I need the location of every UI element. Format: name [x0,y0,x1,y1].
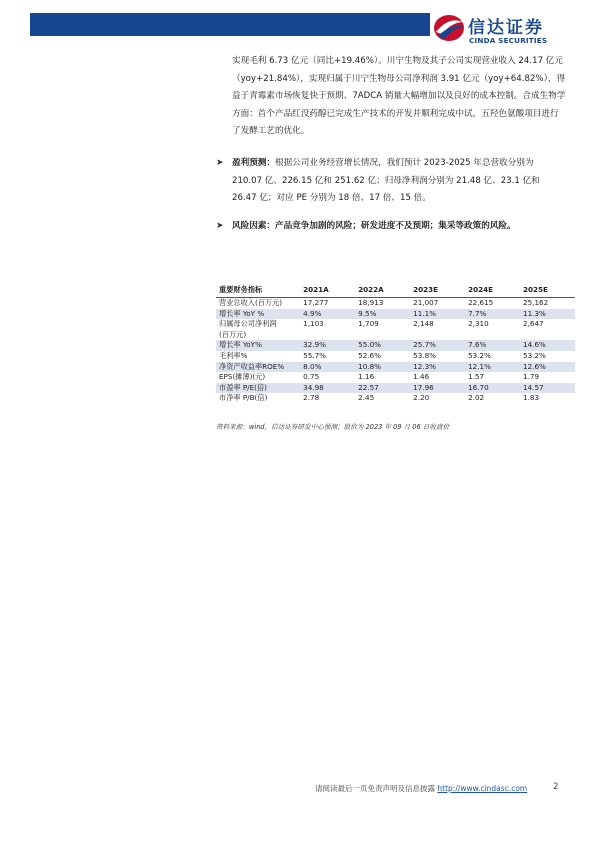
table-cell: 12.6% [520,362,575,373]
table-cell: 18,913 [358,298,384,307]
table-row-label: 归属母公司净利润 [219,319,277,329]
table-cell: 8.0% [300,362,355,373]
header-bar [30,13,430,36]
bullet-text: 产品竞争加剧的风险；研发进度不及预期；集采等政策的风险。 [274,221,516,231]
table-cell: 1.46 [413,372,430,382]
bullet-earnings-forecast [216,155,566,208]
table-cell: 22.57 [355,383,410,394]
bullet-text: 根据公司业务经营增长情况，我们预计 2023-2025 年总营收分别为 210.07 亿、226.15 亿和 251.62 亿；归母净利润分别为 21.48 亿、23.1 亿和 26.47 亿；对应 PE 分别为 18 倍、17 倍、15 倍。 [232,158,540,203]
table-cell: 12.1% [465,362,520,373]
table-row [216,351,575,362]
table-header-year: 2021A [300,284,355,298]
table-cell: 2.78 [303,393,320,403]
arrow-bullet-icon: ➤ [216,158,224,168]
website-link[interactable]: http://www.cindasc.com [437,784,528,793]
table-row-label: 市净率 P/B(倍) [219,393,268,403]
table-cell: 2,310 [468,319,489,329]
table-cell: 2.20 [413,393,430,403]
table-cell [300,330,355,341]
table-row-label: 营业总收入(百万元) [219,298,283,307]
table-row-label: 增长率 YoY % [216,309,300,320]
financial-metrics-table [216,284,575,404]
table-cell: 1.16 [358,372,375,382]
table-row [216,362,575,373]
table-row [216,372,575,383]
table-row-label: EPS(摊薄)(元) [219,372,266,382]
table-cell: 17,277 [303,298,329,307]
table-row [216,340,575,351]
table-row [216,319,575,330]
arrow-bullet-icon: ➤ [216,221,224,231]
table-cell: 9.5% [355,309,410,320]
table-cell: 2,647 [523,319,544,329]
table-row [216,298,575,309]
table-cell [520,330,575,341]
table-cell: 55.0% [355,340,410,351]
footer-disclaimer-text: 请阅读最后一页免责声明及信息披露 [315,784,438,793]
table-cell: 2,148 [413,319,434,329]
bullet-label: 盈利预测： [232,158,275,168]
page-number: 2 [553,782,559,792]
table-cell [355,330,410,341]
table-cell [465,330,520,341]
table-header-year: 2024E [465,284,520,298]
table-cell: 11.3% [520,309,575,320]
table-row-label: 增长率 YoY% [216,340,300,351]
table-cell: 53.8% [413,350,437,360]
table-cell [410,330,465,341]
table-cell: 4.9% [300,309,355,320]
bullet-label: 风险因素： [232,221,275,231]
table-cell: 14.6% [520,340,575,351]
table-cell: 53.2% [523,350,546,360]
table-cell: 1.57 [468,372,485,382]
table-cell: 1,709 [358,319,379,329]
table-cell: 12.3% [410,362,465,373]
table-cell: 1.79 [523,372,540,382]
table-cell: 16.70 [465,383,520,394]
table-row-label: (百万元) [219,329,247,339]
table-row [216,393,575,404]
body-paragraph: 实现毛利 6.73 亿元（同比+19.46%）。川宁生物及其子公司实现营业收入 24.17 亿元（yoy+21.84%），实现归属于川宁生物母公司净利润 3.91 亿元（yoy+64.82%），得益于青霉素市场恢复快于预期、7ADCA 销量大幅增加以及良好的成本控制。合成生物学方面：首个产品红没药醇已完成生产技术的开发并顺利完成中试，五羟色氨酸项目进行了发酵工艺的优化。 [232,56,566,136]
table-cell: 21,007 [413,298,439,307]
table-cell: 2.45 [358,393,375,403]
table-cell: 2.02 [468,393,485,403]
table-cell: 7.7% [465,309,520,320]
table-cell: 11.1% [410,309,465,320]
table-row [216,383,575,394]
table-row-label: 毛利率% [219,350,248,360]
table-cell: 0.75 [303,372,320,382]
table-header-year: 2023E [410,284,465,298]
table-cell: 25.7% [410,340,465,351]
brand-name-cn: 信达证券 [468,18,544,38]
table-cell: 10.8% [355,362,410,373]
table-row-label: 市盈率 P/E(倍) [216,383,300,394]
table-cell: 32.9% [300,340,355,351]
table-header-label: 重要财务指标 [216,284,300,298]
brand-logo [432,12,572,46]
table-row [216,309,575,320]
table-row-label: 净资产收益率ROE% [216,362,300,373]
table-cell: 25,162 [523,298,549,307]
source-note: 资料来源：wind，信达证券研发中心预测；股价为 2023 年 09 月 06 日收盘价 [216,423,450,431]
table-cell: 1,103 [303,319,324,329]
table-cell: 34.98 [300,383,355,394]
table-header-row [216,284,575,298]
table-cell: 52.6% [358,350,381,360]
table-header-year: 2022A [355,284,410,298]
bullet-risk-factors [216,218,566,236]
table-row [216,330,575,341]
brand-name-en: CINDA SECURITIES [469,36,548,45]
table-cell: 17.96 [410,383,465,394]
table-cell: 55.7% [303,350,326,360]
cinda-logo-icon [432,12,466,44]
table-cell: 1.83 [523,393,540,403]
table-cell: 22,615 [468,298,494,307]
table-cell: 14.57 [520,383,575,394]
table-cell: 7.6% [465,340,520,351]
footer-disclaimer [315,783,527,794]
table-header-year: 2025E [520,284,575,298]
table-cell: 53.2% [468,350,491,360]
